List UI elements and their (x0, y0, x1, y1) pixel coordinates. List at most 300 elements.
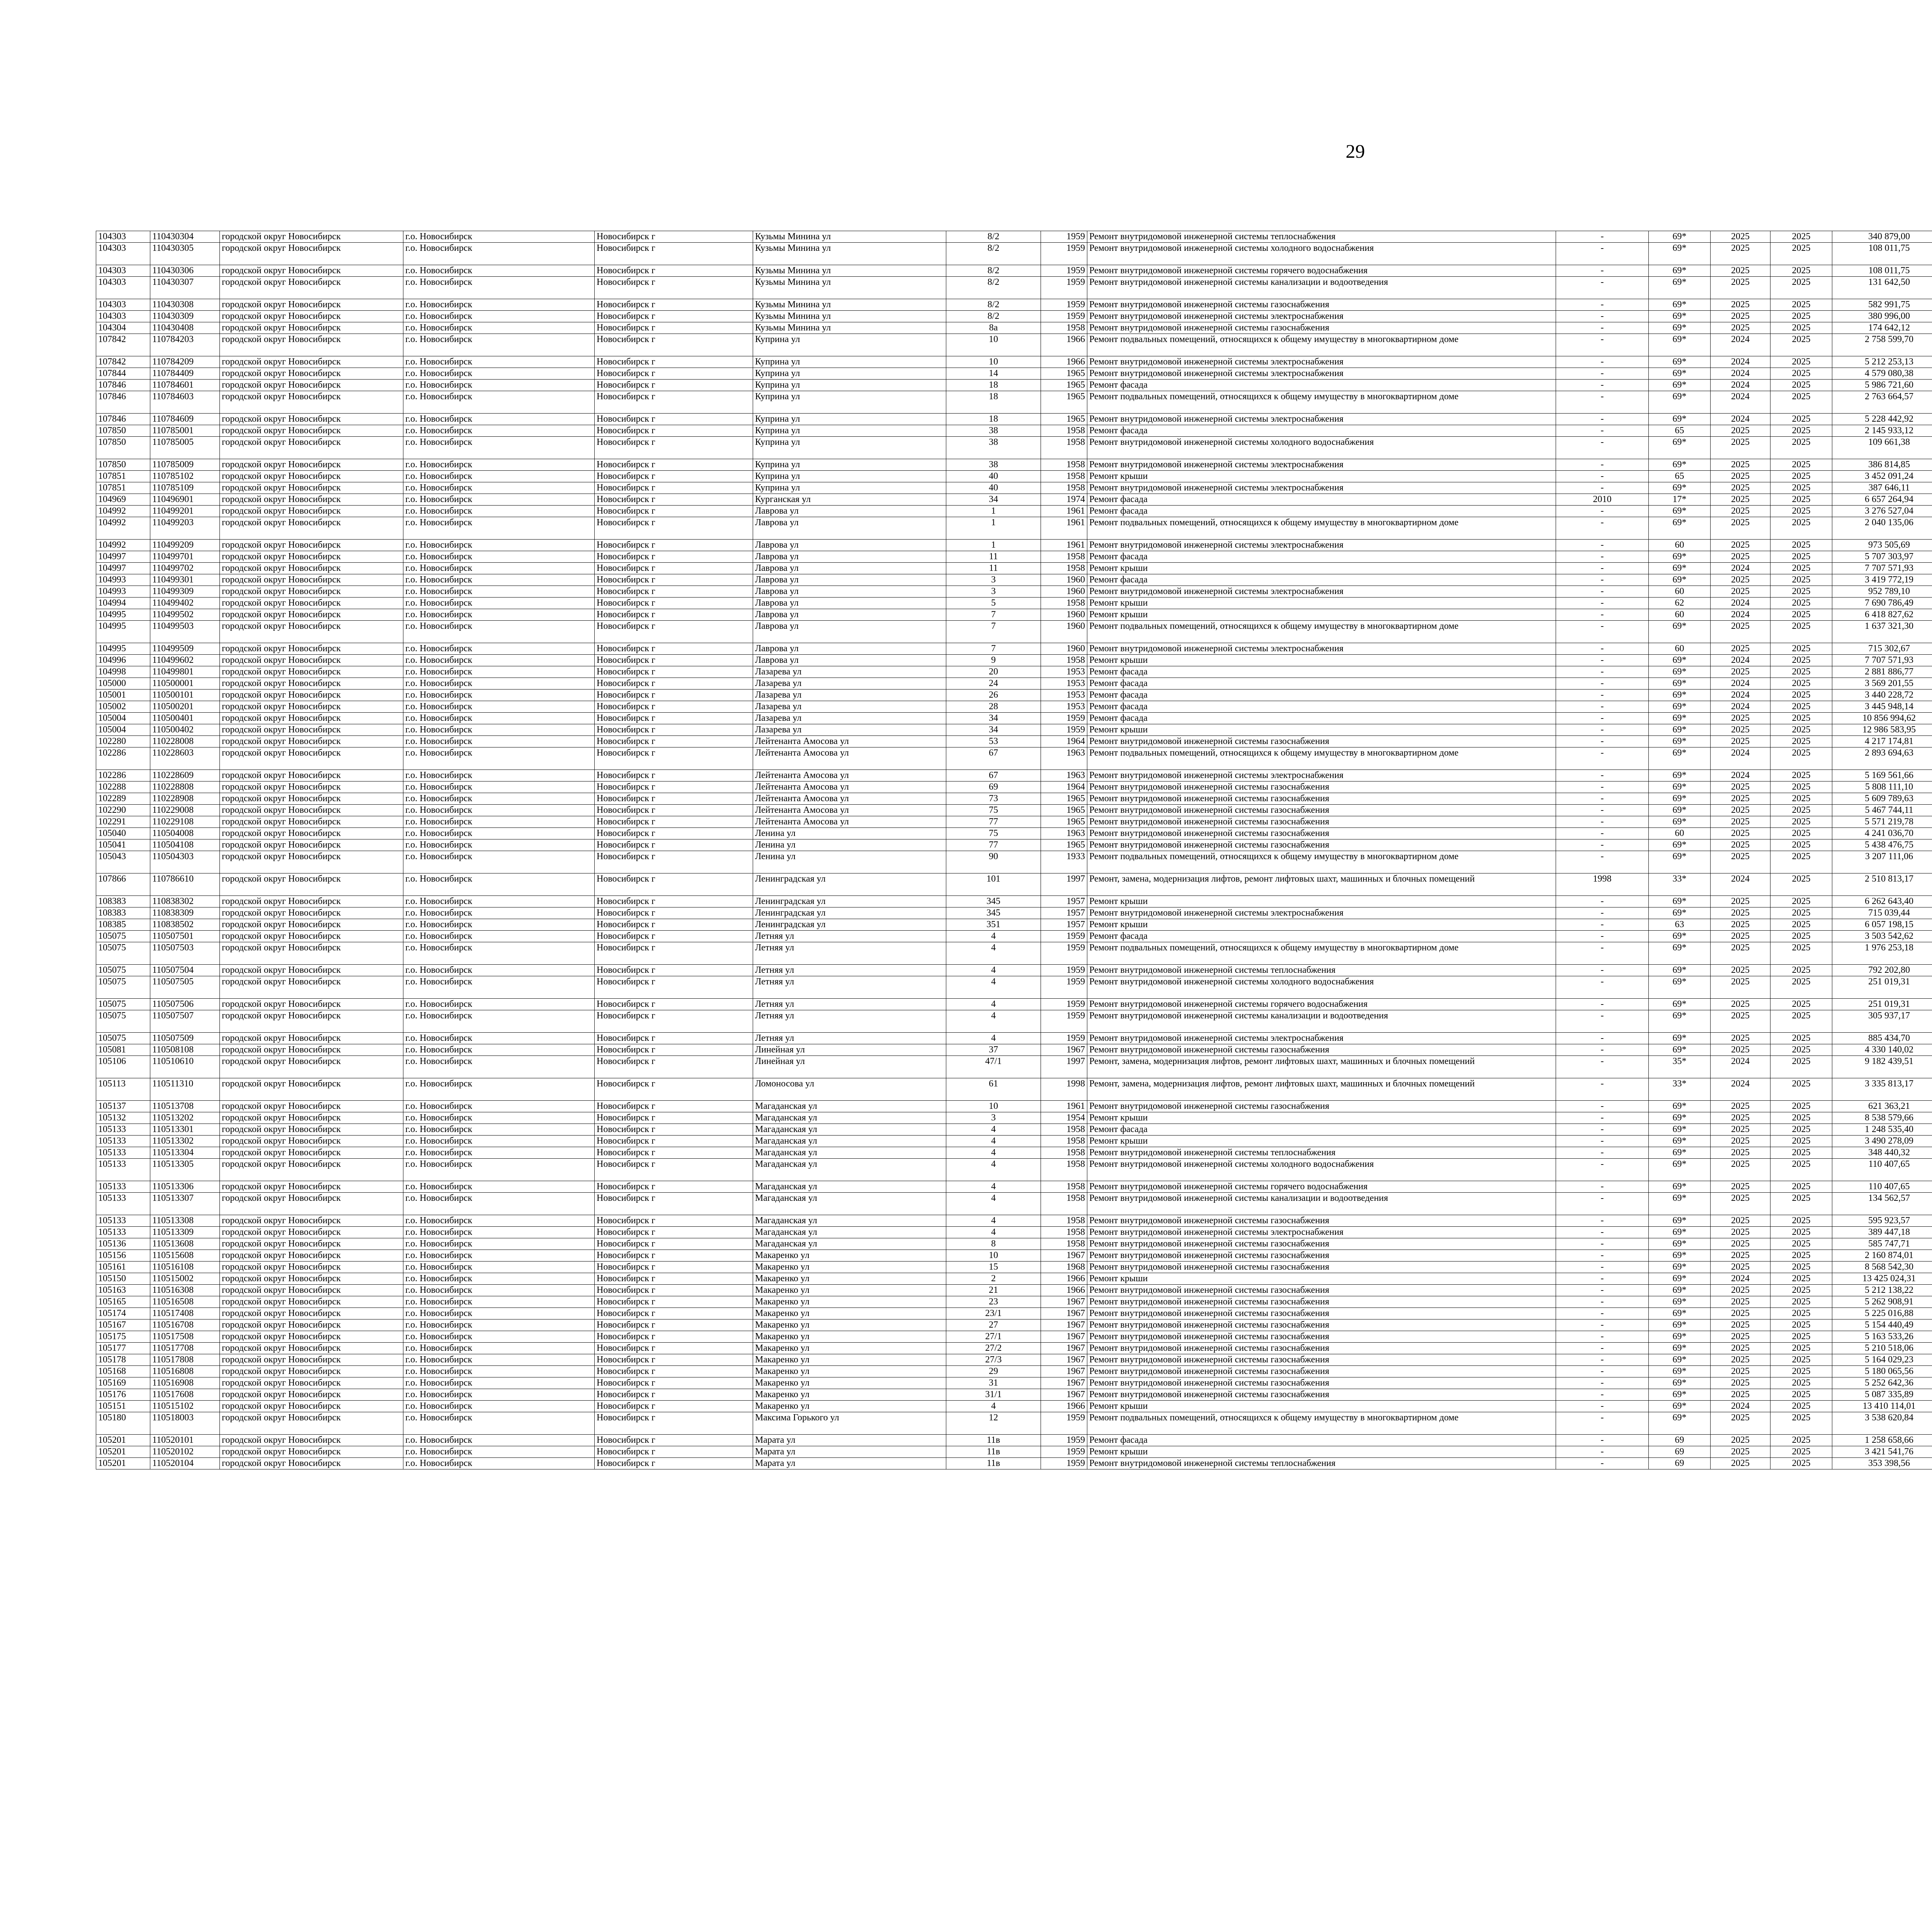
house-id-cell: 102290 (96, 805, 150, 816)
house-number-cell: 4 (946, 1181, 1041, 1193)
house-number-cell: 351 (946, 919, 1041, 931)
municipality-cell: городской округ Новосибирск (220, 459, 403, 471)
end-year-cell: 2025 (1770, 1377, 1832, 1389)
end-year-cell: 2025 (1770, 1101, 1832, 1112)
start-year-cell: 2025 (1711, 999, 1770, 1010)
wear-cell: 69* (1649, 1285, 1711, 1296)
municipality-cell: городской округ Новосибирск (220, 931, 403, 942)
house-number-cell: 18 (946, 391, 1041, 414)
end-year-cell: 2025 (1770, 482, 1832, 494)
last-repair-year-cell: - (1556, 506, 1649, 517)
house-id-cell: 105075 (96, 965, 150, 976)
municipality-cell: городской округ Новосибирск (220, 1354, 403, 1366)
total-cost-cell: 7 707 571,93 (1832, 563, 1932, 574)
municipality-cell: городской округ Новосибирск (220, 1446, 403, 1458)
build-year-cell: 1958 (1041, 471, 1087, 482)
work-type-cell: Ремонт крыши (1087, 1273, 1556, 1285)
total-cost-cell: 4 241 036,70 (1832, 828, 1932, 839)
build-year-cell: 1967 (1041, 1308, 1087, 1319)
work-id-cell: 110838309 (150, 907, 220, 919)
district-cell: г.о. Новосибирск (403, 437, 595, 459)
total-cost-cell: 5 467 744,11 (1832, 805, 1932, 816)
end-year-cell: 2025 (1770, 1319, 1832, 1331)
work-id-cell: 110500201 (150, 701, 220, 713)
work-id-cell: 110499402 (150, 598, 220, 609)
end-year-cell: 2025 (1770, 1078, 1832, 1101)
work-id-cell: 110516308 (150, 1285, 220, 1296)
build-year-cell: 1959 (1041, 243, 1087, 265)
district-cell: г.о. Новосибирск (403, 506, 595, 517)
work-type-cell: Ремонт внутридомовой инженерной системы газоснабжения (1087, 1389, 1556, 1401)
end-year-cell: 2025 (1770, 793, 1832, 805)
table-row (96, 334, 1932, 356)
city-cell: Новосибирск г (595, 770, 753, 781)
district-cell: г.о. Новосибирск (403, 1238, 595, 1250)
last-repair-year-cell: - (1556, 701, 1649, 713)
table-row (96, 1250, 1932, 1262)
city-cell: Новосибирск г (595, 1401, 753, 1412)
start-year-cell: 2025 (1711, 942, 1770, 965)
build-year-cell: 1965 (1041, 816, 1087, 828)
street-cell: Лаврова ул (753, 598, 946, 609)
build-year-cell: 1957 (1041, 919, 1087, 931)
wear-cell: 69* (1649, 1366, 1711, 1377)
table-row (96, 494, 1932, 506)
table-row (96, 1401, 1932, 1412)
city-cell: Новосибирск г (595, 1354, 753, 1366)
table-row (96, 1354, 1932, 1366)
house-id-cell: 105151 (96, 1401, 150, 1412)
wear-cell: 69 (1649, 1435, 1711, 1446)
last-repair-year-cell: - (1556, 713, 1649, 724)
end-year-cell: 2025 (1770, 459, 1832, 471)
last-repair-year-cell: - (1556, 770, 1649, 781)
district-cell: г.о. Новосибирск (403, 678, 595, 690)
work-id-cell: 110229008 (150, 805, 220, 816)
table-row (96, 1124, 1932, 1136)
start-year-cell: 2025 (1711, 781, 1770, 793)
wear-cell: 69* (1649, 368, 1711, 380)
build-year-cell: 1959 (1041, 999, 1087, 1010)
last-repair-year-cell: - (1556, 380, 1649, 391)
total-cost-cell: 2 510 813,17 (1832, 873, 1932, 896)
start-year-cell: 2024 (1711, 1078, 1770, 1101)
last-repair-year-cell: - (1556, 1366, 1649, 1377)
city-cell: Новосибирск г (595, 747, 753, 770)
work-type-cell: Ремонт внутридомовой инженерной системы горячего водоснабжения (1087, 999, 1556, 1010)
end-year-cell: 2025 (1770, 1389, 1832, 1401)
city-cell: Новосибирск г (595, 265, 753, 277)
last-repair-year-cell: - (1556, 976, 1649, 999)
district-cell: г.о. Новосибирск (403, 1056, 595, 1078)
house-number-cell: 8/2 (946, 265, 1041, 277)
street-cell: Лаврова ул (753, 655, 946, 666)
start-year-cell: 2025 (1711, 1227, 1770, 1238)
city-cell: Новосибирск г (595, 942, 753, 965)
city-cell: Новосибирск г (595, 907, 753, 919)
work-type-cell: Ремонт внутридомовой инженерной системы холодного водоснабжения (1087, 243, 1556, 265)
total-cost-cell: 5 228 442,92 (1832, 414, 1932, 425)
house-number-cell: 53 (946, 736, 1041, 747)
wear-cell: 69* (1649, 690, 1711, 701)
start-year-cell: 2024 (1711, 655, 1770, 666)
work-type-cell: Ремонт, замена, модернизация лифтов, ремонт лифтовых шахт, машинных и блочных помещений (1087, 1056, 1556, 1078)
municipality-cell: городской округ Новосибирск (220, 540, 403, 551)
work-type-cell: Ремонт внутридомовой инженерной системы газоснабжения (1087, 1354, 1556, 1366)
municipality-cell: городской округ Новосибирск (220, 851, 403, 873)
start-year-cell: 2025 (1711, 540, 1770, 551)
street-cell: Куприна ул (753, 471, 946, 482)
start-year-cell: 2025 (1711, 1250, 1770, 1262)
total-cost-cell: 305 937,17 (1832, 1010, 1932, 1033)
last-repair-year-cell: - (1556, 551, 1649, 563)
district-cell: г.о. Новосибирск (403, 643, 595, 655)
build-year-cell: 1960 (1041, 609, 1087, 621)
street-cell: Лаврова ул (753, 609, 946, 621)
build-year-cell: 1959 (1041, 299, 1087, 311)
work-type-cell: Ремонт внутридомовой инженерной системы газоснабжения (1087, 839, 1556, 851)
last-repair-year-cell: - (1556, 931, 1649, 942)
house-number-cell: 4 (946, 931, 1041, 942)
build-year-cell: 1967 (1041, 1296, 1087, 1308)
start-year-cell: 2025 (1711, 471, 1770, 482)
work-id-cell: 110508108 (150, 1044, 220, 1056)
work-type-cell: Ремонт, замена, модернизация лифтов, ремонт лифтовых шахт, машинных и блочных помещений (1087, 1078, 1556, 1101)
city-cell: Новосибирск г (595, 678, 753, 690)
work-id-cell: 110515102 (150, 1401, 220, 1412)
municipality-cell: городской округ Новосибирск (220, 1377, 403, 1389)
end-year-cell: 2025 (1770, 1331, 1832, 1343)
house-id-cell: 104303 (96, 243, 150, 265)
start-year-cell: 2025 (1711, 459, 1770, 471)
total-cost-cell: 8 538 579,66 (1832, 1112, 1932, 1124)
end-year-cell: 2025 (1770, 609, 1832, 621)
house-id-cell: 104995 (96, 643, 150, 655)
house-number-cell: 34 (946, 724, 1041, 736)
table-row (96, 1010, 1932, 1033)
city-cell: Новосибирск г (595, 1078, 753, 1101)
table-row (96, 517, 1932, 540)
house-id-cell: 105133 (96, 1136, 150, 1147)
work-id-cell: 110517508 (150, 1331, 220, 1343)
work-id-cell: 110430408 (150, 322, 220, 334)
work-id-cell: 110516708 (150, 1319, 220, 1331)
end-year-cell: 2025 (1770, 942, 1832, 965)
work-type-cell: Ремонт подвальных помещений, относящихся к общему имуществу в многоквартирном доме (1087, 1412, 1556, 1435)
district-cell: г.о. Новосибирск (403, 471, 595, 482)
wear-cell: 35* (1649, 1056, 1711, 1078)
start-year-cell: 2025 (1711, 299, 1770, 311)
wear-cell: 69 (1649, 1458, 1711, 1469)
build-year-cell: 1959 (1041, 1446, 1087, 1458)
table-row (96, 851, 1932, 873)
total-cost-cell: 251 019,31 (1832, 999, 1932, 1010)
work-type-cell: Ремонт подвальных помещений, относящихся к общему имуществу в многоквартирном доме (1087, 942, 1556, 965)
table-row (96, 425, 1932, 437)
city-cell: Новосибирск г (595, 598, 753, 609)
municipality-cell: городской округ Новосибирск (220, 311, 403, 322)
total-cost-cell: 2 160 874,01 (1832, 1250, 1932, 1262)
last-repair-year-cell: - (1556, 1056, 1649, 1078)
build-year-cell: 1958 (1041, 1215, 1087, 1227)
work-id-cell: 110507501 (150, 931, 220, 942)
city-cell: Новосибирск г (595, 1238, 753, 1250)
work-id-cell: 110228603 (150, 747, 220, 770)
table-row (96, 574, 1932, 586)
street-cell: Магаданская ул (753, 1147, 946, 1159)
table-row (96, 1238, 1932, 1250)
work-type-cell: Ремонт подвальных помещений, относящихся к общему имуществу в многоквартирном доме (1087, 851, 1556, 873)
work-id-cell: 110513306 (150, 1181, 220, 1193)
house-number-cell: 10 (946, 334, 1041, 356)
work-id-cell: 110499701 (150, 551, 220, 563)
city-cell: Новосибирск г (595, 839, 753, 851)
municipality-cell: городской округ Новосибирск (220, 482, 403, 494)
end-year-cell: 2025 (1770, 1250, 1832, 1262)
district-cell: г.о. Новосибирск (403, 1010, 595, 1033)
wear-cell: 69* (1649, 816, 1711, 828)
district-cell: г.о. Новосибирск (403, 655, 595, 666)
build-year-cell: 1967 (1041, 1250, 1087, 1262)
table-row (96, 621, 1932, 643)
end-year-cell: 2025 (1770, 563, 1832, 574)
last-repair-year-cell: - (1556, 643, 1649, 655)
house-id-cell: 105075 (96, 931, 150, 942)
wear-cell: 69* (1649, 231, 1711, 243)
street-cell: Летняя ул (753, 999, 946, 1010)
house-id-cell: 107866 (96, 873, 150, 896)
street-cell: Магаданская ул (753, 1193, 946, 1215)
street-cell: Ленинградская ул (753, 919, 946, 931)
district-cell: г.о. Новосибирск (403, 1147, 595, 1159)
start-year-cell: 2025 (1711, 919, 1770, 931)
street-cell: Лаврова ул (753, 540, 946, 551)
end-year-cell: 2025 (1770, 391, 1832, 414)
last-repair-year-cell: - (1556, 1193, 1649, 1215)
total-cost-cell: 5 164 029,23 (1832, 1354, 1932, 1366)
city-cell: Новосибирск г (595, 666, 753, 678)
total-cost-cell: 5 225 016,88 (1832, 1308, 1932, 1319)
municipality-cell: городской округ Новосибирск (220, 299, 403, 311)
table-row (96, 781, 1932, 793)
house-id-cell: 105075 (96, 999, 150, 1010)
total-cost-cell: 2 145 933,12 (1832, 425, 1932, 437)
street-cell: Макаренко ул (753, 1354, 946, 1366)
house-id-cell: 104993 (96, 574, 150, 586)
start-year-cell: 2025 (1711, 231, 1770, 243)
city-cell: Новосибирск г (595, 425, 753, 437)
work-type-cell: Ремонт внутридомовой инженерной системы теплоснабжения (1087, 965, 1556, 976)
city-cell: Новосибирск г (595, 1366, 753, 1377)
work-id-cell: 110513305 (150, 1159, 220, 1181)
start-year-cell: 2024 (1711, 609, 1770, 621)
municipality-cell: городской округ Новосибирск (220, 1238, 403, 1250)
house-number-cell: 24 (946, 678, 1041, 690)
wear-cell: 69* (1649, 678, 1711, 690)
start-year-cell: 2025 (1711, 965, 1770, 976)
work-type-cell: Ремонт внутридомовой инженерной системы газоснабжения (1087, 1285, 1556, 1296)
start-year-cell: 2024 (1711, 701, 1770, 713)
house-id-cell: 105075 (96, 942, 150, 965)
work-type-cell: Ремонт крыши (1087, 1136, 1556, 1147)
municipality-cell: городской округ Новосибирск (220, 437, 403, 459)
end-year-cell: 2025 (1770, 896, 1832, 907)
street-cell: Куприна ул (753, 368, 946, 380)
house-id-cell: 105081 (96, 1044, 150, 1056)
street-cell: Макаренко ул (753, 1296, 946, 1308)
build-year-cell: 1967 (1041, 1319, 1087, 1331)
house-id-cell: 104992 (96, 517, 150, 540)
city-cell: Новосибирск г (595, 322, 753, 334)
street-cell: Лаврова ул (753, 563, 946, 574)
table-row (96, 1147, 1932, 1159)
build-year-cell: 1967 (1041, 1389, 1087, 1401)
district-cell: г.о. Новосибирск (403, 231, 595, 243)
wear-cell: 69* (1649, 976, 1711, 999)
municipality-cell: городской округ Новосибирск (220, 231, 403, 243)
house-number-cell: 47/1 (946, 1056, 1041, 1078)
district-cell: г.о. Новосибирск (403, 747, 595, 770)
total-cost-cell: 2 040 135,06 (1832, 517, 1932, 540)
start-year-cell: 2025 (1711, 851, 1770, 873)
last-repair-year-cell: - (1556, 690, 1649, 701)
work-id-cell: 110518003 (150, 1412, 220, 1435)
wear-cell: 69* (1649, 839, 1711, 851)
district-cell: г.о. Новосибирск (403, 540, 595, 551)
wear-cell: 69* (1649, 851, 1711, 873)
work-type-cell: Ремонт фасада (1087, 1124, 1556, 1136)
work-type-cell: Ремонт внутридомовой инженерной системы газоснабжения (1087, 1215, 1556, 1227)
total-cost-cell: 389 447,18 (1832, 1227, 1932, 1238)
end-year-cell: 2025 (1770, 839, 1832, 851)
build-year-cell: 1963 (1041, 770, 1087, 781)
city-cell: Новосибирск г (595, 793, 753, 805)
build-year-cell: 1957 (1041, 907, 1087, 919)
work-id-cell: 110516108 (150, 1262, 220, 1273)
wear-cell: 69* (1649, 437, 1711, 459)
street-cell: Макаренко ул (753, 1343, 946, 1354)
start-year-cell: 2024 (1711, 747, 1770, 770)
house-id-cell: 102291 (96, 816, 150, 828)
city-cell: Новосибирск г (595, 896, 753, 907)
district-cell: г.о. Новосибирск (403, 311, 595, 322)
house-number-cell: 20 (946, 666, 1041, 678)
district-cell: г.о. Новосибирск (403, 965, 595, 976)
work-id-cell: 110785001 (150, 425, 220, 437)
last-repair-year-cell: - (1556, 747, 1649, 770)
end-year-cell: 2025 (1770, 598, 1832, 609)
house-number-cell: 11 (946, 551, 1041, 563)
house-number-cell: 3 (946, 574, 1041, 586)
total-cost-cell: 5 262 908,91 (1832, 1296, 1932, 1308)
last-repair-year-cell: - (1556, 793, 1649, 805)
house-number-cell: 4 (946, 1010, 1041, 1033)
end-year-cell: 2025 (1770, 506, 1832, 517)
start-year-cell: 2025 (1711, 621, 1770, 643)
work-type-cell: Ремонт внутридомовой инженерной системы электроснабжения (1087, 643, 1556, 655)
start-year-cell: 2025 (1711, 1366, 1770, 1377)
city-cell: Новосибирск г (595, 1412, 753, 1435)
wear-cell: 69* (1649, 666, 1711, 678)
work-id-cell: 110228008 (150, 736, 220, 747)
end-year-cell: 2025 (1770, 1124, 1832, 1136)
last-repair-year-cell: - (1556, 1331, 1649, 1343)
district-cell: г.о. Новосибирск (403, 299, 595, 311)
last-repair-year-cell: - (1556, 1078, 1649, 1101)
table-row (96, 999, 1932, 1010)
build-year-cell: 1960 (1041, 574, 1087, 586)
build-year-cell: 1968 (1041, 1262, 1087, 1273)
house-number-cell: 8/2 (946, 243, 1041, 265)
street-cell: Макаренко ул (753, 1401, 946, 1412)
city-cell: Новосибирск г (595, 1147, 753, 1159)
start-year-cell: 2025 (1711, 1238, 1770, 1250)
city-cell: Новосибирск г (595, 1193, 753, 1215)
table-row (96, 678, 1932, 690)
city-cell: Новосибирск г (595, 621, 753, 643)
wear-cell: 69* (1649, 1389, 1711, 1401)
last-repair-year-cell: - (1556, 1010, 1649, 1033)
city-cell: Новосибирск г (595, 999, 753, 1010)
work-type-cell: Ремонт внутридомовой инженерной системы газоснабжения (1087, 1044, 1556, 1056)
start-year-cell: 2024 (1711, 678, 1770, 690)
district-cell: г.о. Новосибирск (403, 724, 595, 736)
district-cell: г.о. Новосибирск (403, 1227, 595, 1238)
last-repair-year-cell: - (1556, 299, 1649, 311)
end-year-cell: 2025 (1770, 586, 1832, 598)
work-type-cell: Ремонт фасада (1087, 678, 1556, 690)
table-row (96, 1412, 1932, 1435)
district-cell: г.о. Новосибирск (403, 391, 595, 414)
last-repair-year-cell: - (1556, 1285, 1649, 1296)
total-cost-cell: 5 986 721,60 (1832, 380, 1932, 391)
house-number-cell: 77 (946, 839, 1041, 851)
house-id-cell: 107842 (96, 334, 150, 356)
municipality-cell: городской округ Новосибирск (220, 1010, 403, 1033)
build-year-cell: 1963 (1041, 828, 1087, 839)
table-row (96, 805, 1932, 816)
house-id-cell: 104993 (96, 586, 150, 598)
start-year-cell: 2025 (1711, 724, 1770, 736)
work-type-cell: Ремонт внутридомовой инженерной системы теплоснабжения (1087, 231, 1556, 243)
table-row (96, 1159, 1932, 1181)
house-id-cell: 105133 (96, 1227, 150, 1238)
table-row (96, 1377, 1932, 1389)
work-type-cell: Ремонт внутридомовой инженерной системы газоснабжения (1087, 1250, 1556, 1262)
house-id-cell: 105000 (96, 678, 150, 690)
city-cell: Новосибирск г (595, 1056, 753, 1078)
street-cell: Кузьмы Минина ул (753, 243, 946, 265)
table-row (96, 311, 1932, 322)
start-year-cell: 2025 (1711, 425, 1770, 437)
house-id-cell: 107846 (96, 391, 150, 414)
table-row (96, 643, 1932, 655)
end-year-cell: 2025 (1770, 828, 1832, 839)
table-row (96, 609, 1932, 621)
city-cell: Новосибирск г (595, 1389, 753, 1401)
wear-cell: 69* (1649, 1331, 1711, 1343)
house-number-cell: 38 (946, 459, 1041, 471)
house-number-cell: 7 (946, 621, 1041, 643)
table-row (96, 299, 1932, 311)
street-cell: Макаренко ул (753, 1366, 946, 1377)
start-year-cell: 2025 (1711, 1331, 1770, 1343)
house-id-cell: 104997 (96, 551, 150, 563)
wear-cell: 69* (1649, 907, 1711, 919)
start-year-cell: 2025 (1711, 828, 1770, 839)
house-id-cell: 105133 (96, 1159, 150, 1181)
total-cost-cell: 5 707 303,97 (1832, 551, 1932, 563)
